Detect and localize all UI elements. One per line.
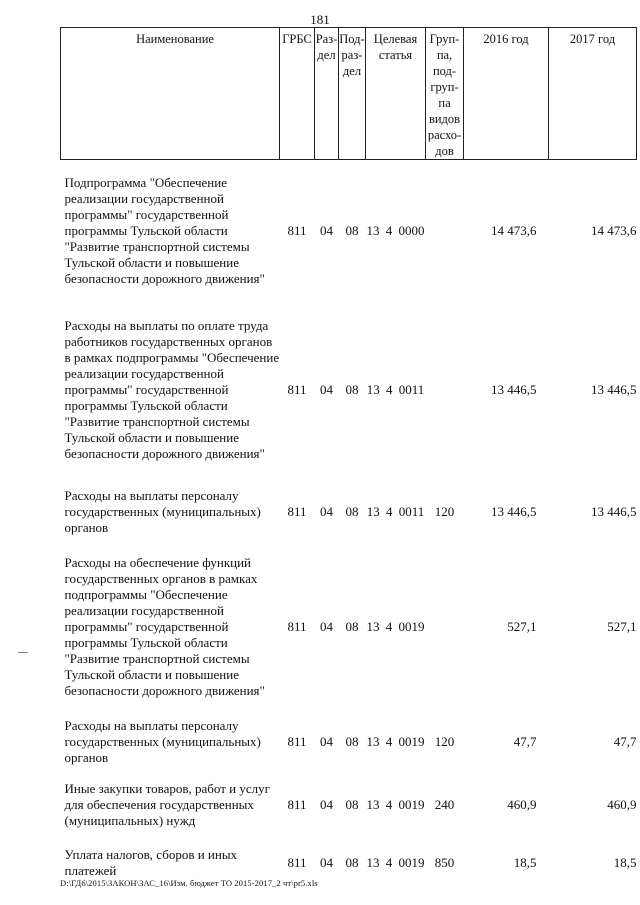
row-2016: 14 473,6 [491,223,537,238]
table-header-row [61,28,637,160]
row-name: Расходы на выплаты персоналу государственных (муниципальных) органов [64,718,261,765]
budget-table [60,27,637,893]
row-razdel: 04 [320,504,333,519]
row-2016: 527,1 [507,619,537,634]
row-gruppa [426,302,464,477]
table-row [61,477,637,547]
header-gruppa: Груп- па, под- груп- па видов расхо- дов [426,28,464,160]
header-2016: 2016 год [464,28,549,160]
scan-mark [18,652,28,653]
row-podrazdel: 08 [345,223,359,238]
row-celevaya: 13 4 0019 [366,619,425,634]
row-name: Уплата налогов, сборов и иных платежей [64,847,238,878]
row-razdel: 04 [320,734,333,749]
row-razdel: 04 [320,855,333,870]
row-name: Расходы на выплаты персоналу государственных (муниципальных) органов [64,488,261,535]
row-2017: 527,1 [607,619,637,634]
row-razdel: 04 [320,797,333,812]
row-celevaya: 13 4 0019 [366,855,425,870]
row-gruppa [426,160,464,303]
header-razdel: Раз- дел [315,28,339,160]
row-grbs: 811 [287,504,307,519]
row-grbs: 811 [287,855,307,870]
row-podrazdel: 08 [345,504,359,519]
row-2017: 18,5 [613,855,637,870]
row-podrazdel: 08 [345,619,359,634]
row-2017: 47,7 [613,734,637,749]
row-name: Расходы на обеспечение функций государственных органов в рамках подпрограммы "Обеспечение реализации государственной программы" государственной программы Тульской области "Развитие транспортной системы Тульской области и повышение безопасности дорожного движения" [64,555,265,698]
row-celevaya: 13 4 0000 [366,223,425,238]
row-gruppa: 850 [434,855,455,870]
row-grbs: 811 [287,797,307,812]
row-gruppa [426,547,464,707]
table-row [61,160,637,303]
row-grbs: 811 [287,381,307,397]
row-2016: 13 446,5 [491,504,537,519]
header-celevaya: Целевая статья [366,28,426,160]
row-2016: 47,7 [513,734,537,749]
row-2017: 14 473,6 [591,223,637,238]
row-celevaya: 13 4 0011 [366,381,425,397]
row-celevaya: 13 4 0019 [366,734,425,749]
row-2016: 13 446,5 [491,381,537,397]
row-gruppa: 120 [434,734,455,749]
row-celevaya: 13 4 0011 [366,504,425,519]
table-row [61,777,637,833]
row-2016: 18,5 [513,855,537,870]
row-celevaya: 13 4 0019 [366,797,425,812]
header-podrazdel: Под- раз- дел [339,28,366,160]
row-podrazdel: 08 [345,734,359,749]
row-name: Подпрограмма "Обеспечение реализации государственной программы" государственной программы Тульской области "Развитие транспортной системы Тульской области и повышение безопасности дорожного движения" [64,175,265,286]
row-grbs: 811 [287,223,307,238]
row-2017: 13 446,5 [591,504,637,519]
row-grbs: 811 [287,734,307,749]
row-razdel: 04 [320,381,333,397]
row-razdel: 04 [320,223,333,238]
row-2016: 460,9 [507,797,537,812]
row-name: Расходы на выплаты по оплате труда работников государственных органов в рамках подпрограммы "Обеспечение реализации государственной программы" государственной программы Тульской области "Развитие транспортной системы Тульской области и повышение безопасности дорожного движения" [64,317,280,461]
row-2017: 13 446,5 [591,381,637,397]
header-name: Наименование [61,28,280,160]
footer-file-path: D:\ГД6\2015\ЗАКОН\ЗАС_16\Изм. бюджет ТО 2015-2017_2 чт\pr5.xls [60,878,318,888]
row-gruppa: 120 [434,504,455,519]
row-podrazdel: 08 [345,797,359,812]
page-number: 181 [310,12,330,27]
table-row [61,707,637,777]
header-2017: 2017 год [549,28,637,160]
row-gruppa: 240 [434,797,455,812]
header-grbs: ГРБС [280,28,315,160]
row-grbs: 811 [287,619,307,634]
table-row [61,547,637,707]
row-name: Иные закупки товаров, работ и услуг для обеспечения государственных (муниципальных) нужд [64,781,270,828]
row-razdel: 04 [320,619,333,634]
row-2017: 460,9 [607,797,637,812]
row-podrazdel: 08 [345,381,359,397]
table-row [61,302,637,477]
row-podrazdel: 08 [345,855,359,870]
